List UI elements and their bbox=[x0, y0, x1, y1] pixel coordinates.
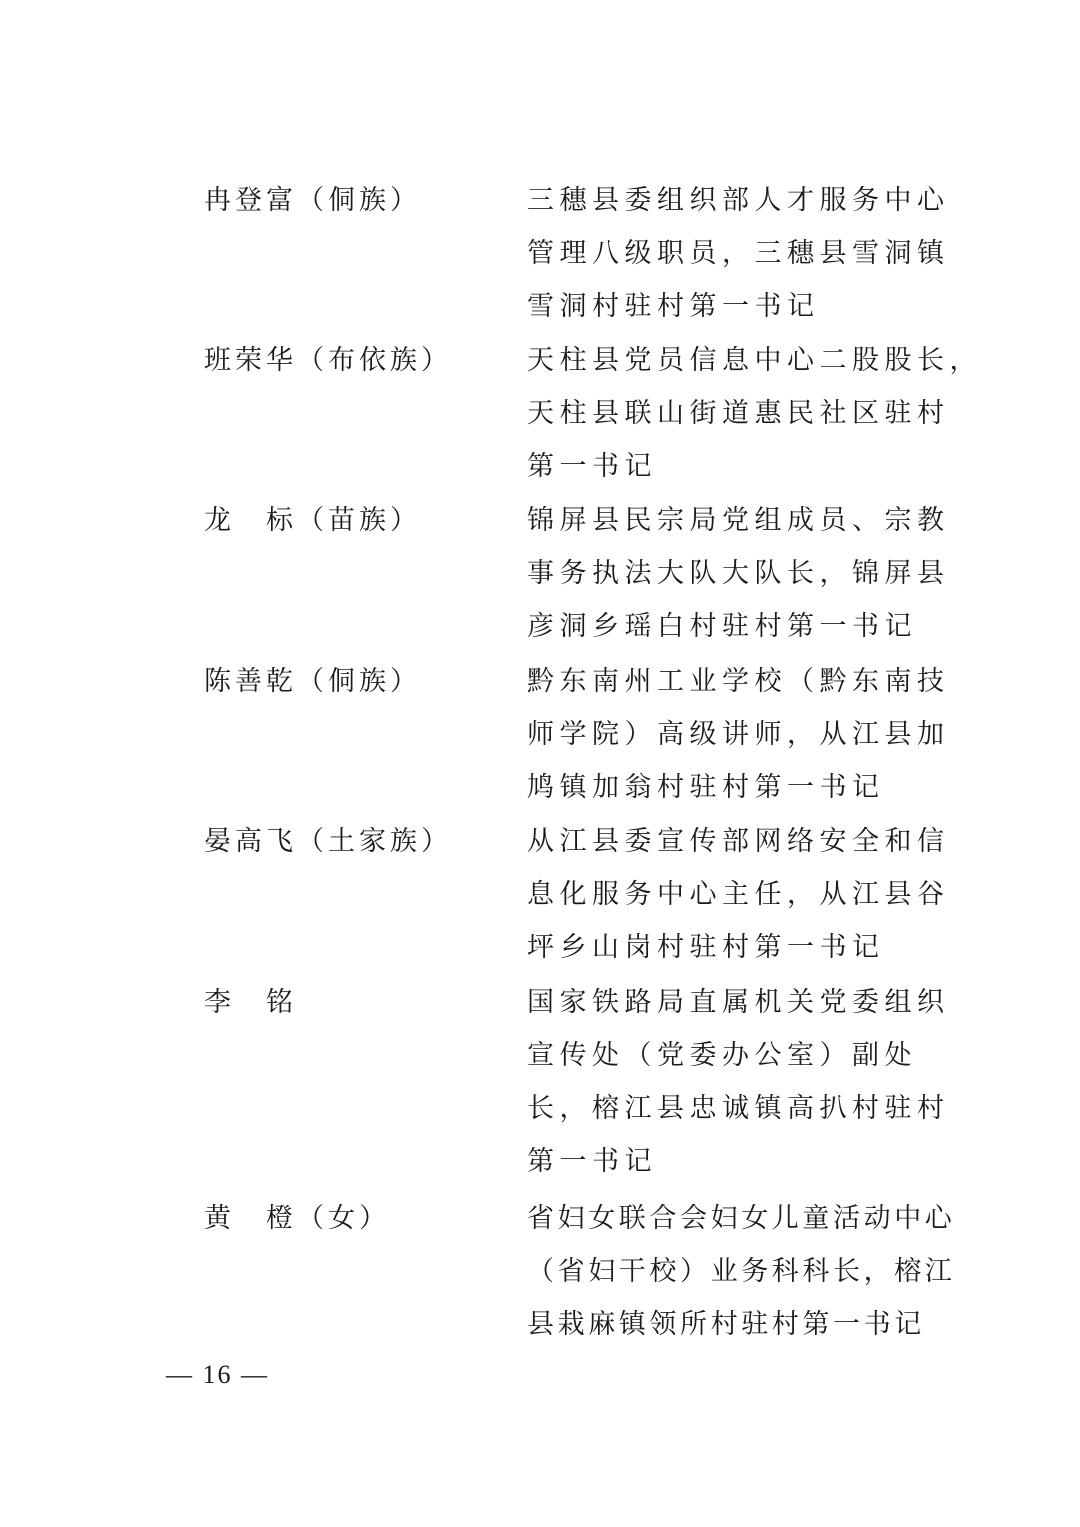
person-position bbox=[527, 174, 950, 333]
person-name: 龙 标（苗族） bbox=[204, 505, 421, 536]
person-name: 冉登富（侗族） bbox=[204, 185, 421, 216]
position-line: 事务执法大队大队长，锦屏县 bbox=[527, 558, 950, 589]
position-line: 天柱县联山街道惠民社区驻村 bbox=[527, 398, 950, 429]
position-line: 彦洞乡瑶白村驻村第一书记 bbox=[527, 611, 917, 642]
position-line: 管理八级职员，三穗县雪洞镇 bbox=[527, 238, 950, 269]
position-line: 息化服务中心主任，从江县谷 bbox=[527, 879, 950, 910]
position-line: 坪乡山岗村驻村第一书记 bbox=[527, 932, 885, 963]
position-line: 鸠镇加翁村驻村第一书记 bbox=[527, 772, 885, 803]
position-line: 黔东南州工业学校（黔东南技 bbox=[527, 666, 950, 697]
person-position bbox=[527, 655, 950, 814]
person-name: 晏高飞（土家族） bbox=[204, 826, 452, 857]
person-position bbox=[527, 494, 950, 653]
person-position bbox=[527, 976, 950, 1188]
position-line: 师学院）高级讲师，从江县加 bbox=[527, 719, 950, 750]
position-line: 从江县委宣传部网络安全和信 bbox=[527, 826, 950, 857]
position-line: 宣传处（党委办公室）副处 bbox=[527, 1040, 917, 1071]
position-line: 国家铁路局直属机关党委组织 bbox=[527, 987, 950, 1018]
position-line: 锦屏县民宗局党组成员、宗教 bbox=[527, 505, 950, 536]
position-line: 天柱县党员信息中心二股股长， bbox=[527, 345, 982, 376]
person-position bbox=[527, 1192, 956, 1351]
person-position bbox=[527, 334, 982, 493]
position-line: 县栽麻镇领所村驻村第一书记 bbox=[527, 1309, 925, 1340]
person-name: 李 铭 bbox=[204, 987, 297, 1018]
position-line: 雪洞村驻村第一书记 bbox=[527, 291, 820, 322]
position-line: 长，榕江县忠诚镇高扒村驻村 bbox=[527, 1093, 950, 1124]
person-name: 班荣华（布依族） bbox=[204, 345, 452, 376]
person-name: 黄 橙（女） bbox=[204, 1203, 390, 1234]
position-line: 第一书记 bbox=[527, 1146, 657, 1177]
position-line: 省妇女联合会妇女儿童活动中心 bbox=[527, 1203, 956, 1234]
position-line: （省妇干校）业务科科长，榕江 bbox=[527, 1256, 956, 1287]
page-number: — 16 — bbox=[166, 1360, 269, 1389]
position-line: 第一书记 bbox=[527, 451, 657, 482]
position-line: 三穗县委组织部人才服务中心 bbox=[527, 185, 950, 216]
person-name: 陈善乾（侗族） bbox=[204, 666, 421, 697]
person-position bbox=[527, 815, 950, 974]
